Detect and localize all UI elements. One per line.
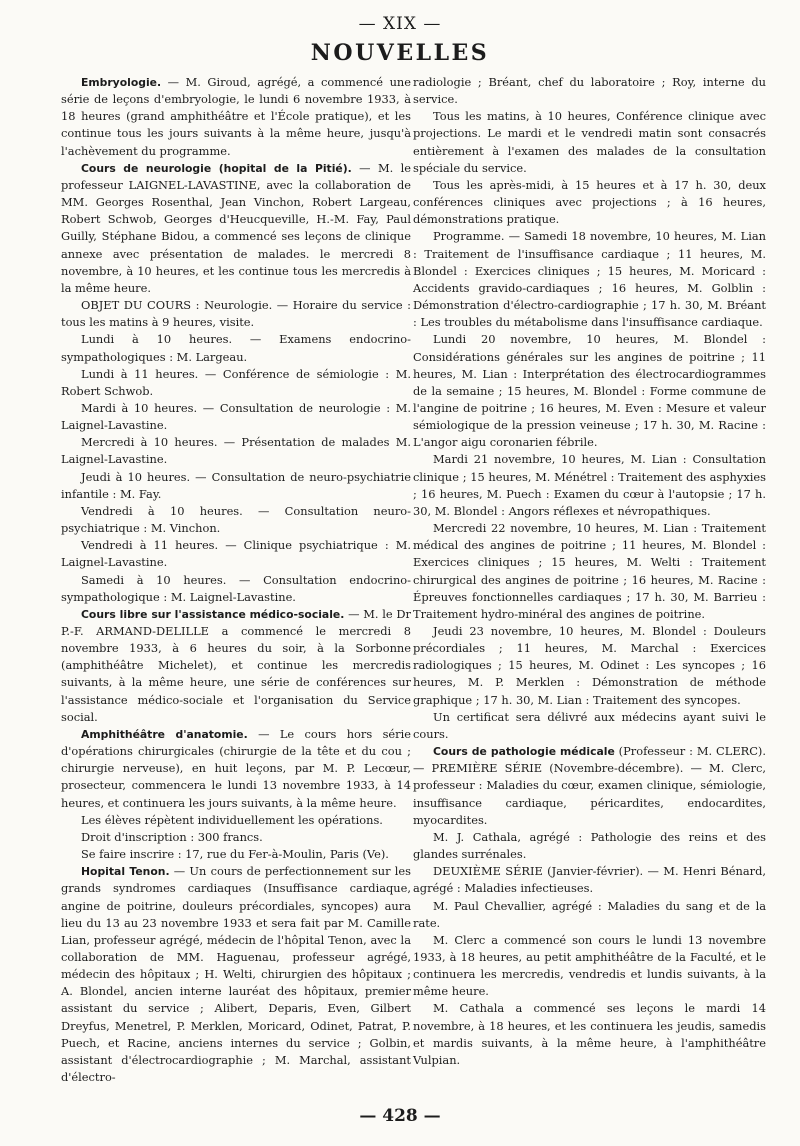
paragraph-text: — M. le professeur LAIGNEL-LAVASTINE, avec la collaboration de MM. Georges Rosenthal, Jean Vinchon, Robert Largeau, Robert Schwob, Georges d'Heucqueville, H.-M. Fay, Paul Guilly, Stéphane Bidou, a commencé ses leçons de clinique annexe avec présentation de malades. le mercredi 8 novembre, à 10 heures, et les continue tous les mercredis à la même heure.: [61, 160, 411, 295]
paragraph-text: — M. le Dr P.-F. ARMAND-DELILLE a commencé le mercredi 8 novembre 1933, à 6 heures du soir, à la Sorbonne (amphithéâtre Michelet), et continue les mercredis suivants, à la même heure, une série de conférences sur l'assistance médico-sociale et l'organisation du Service social.: [61, 606, 411, 724]
paragraph-text: Un certificat sera délivré aux médecins ayant suivi le cours.: [413, 709, 766, 741]
paragraph: [61, 469, 411, 503]
paragraph-text: Mercredi 22 novembre, 10 heures, M. Lian : Traitement médical des angines de poitrine ; 11 heures, M. Blondel : Exercices cliniques ; 15 heures, M. Welti : Traitement chirurgical des angines de poitrine ; 16 heures, M. Racine : Épreuves fonctionnelles cardiaques ; 17 h. 30, M. Barrieu : Traitement hydro-minéral des angines de poitrine.: [413, 521, 766, 621]
paragraph-text: Mardi à 10 heures. — Consultation de neurologie : M. Laignel-Lavastine.: [61, 400, 411, 433]
paragraph: [61, 434, 411, 468]
paragraph-heading: Cours de neurologie (hopital de la Pitié).: [81, 161, 352, 175]
paragraph: [413, 331, 766, 451]
paragraph-text: — M. Giroud, agrégé, a commencé une série de leçons d'embryologie, le lundi 6 novembre 1933, à 18 heures (grand amphithéâtre et l'École pratique), et les continue tous les jours suivants à la même heure, jusqu'à l'achèvement du programme.: [61, 75, 411, 158]
paragraph: [413, 829, 766, 863]
paragraph: [61, 863, 411, 1086]
paragraph: [413, 898, 766, 932]
paragraph: [61, 400, 411, 434]
paragraph: [61, 726, 411, 812]
paragraph-text: Se faire inscrire : 17, rue du Fer-à-Moulin, Paris (Ve).: [81, 847, 389, 862]
paragraph: [61, 812, 411, 829]
paragraph-text: Mercredi à 10 heures. — Présentation de malades M. Laignel-Lavastine.: [61, 435, 411, 467]
paragraph: [413, 1000, 766, 1069]
paragraph-text: Droit d'inscription : 300 francs.: [81, 829, 263, 844]
paragraph: [413, 451, 766, 520]
paragraph: [61, 160, 411, 297]
paragraph-text: Tous les après-midi, à 15 heures et à 17 h. 30, deux conférences cliniques avec projections ; à 16 heures, démonstrations pratique.: [413, 177, 766, 227]
roman-folio: — XIX —: [358, 14, 442, 34]
paragraph: [413, 177, 766, 228]
paragraph: [61, 606, 411, 726]
paragraph: [413, 74, 766, 108]
paragraph-text: Vendredi à 11 heures. — Clinique psychiatrique : M. Laignel-Lavastine.: [61, 538, 411, 570]
paragraph-text: Programme. — Samedi 18 novembre, 10 heures, M. Lian : Traitement de l'insuffisance cardiaque ; 11 heures, M. Blondel : Exercices cliniques ; 15 heures, M. Moricard : Accidents gravido-cardiaques ; 16 heures, M. Golblin : Démonstration d'électro-cardiographie ; 17 h. 30, M. Bréant : Les troubles du métabolisme dans l'insuffisance cardiaque.: [413, 229, 766, 330]
paragraph-text: Lundi à 11 heures. — Conférence de sémiologie : M. Robert Schwob.: [61, 366, 411, 398]
paragraph-text: — Le cours hors série d'opérations chirurgicales (chirurgie de la tête et du cou ; chirurgie nerveuse), en huit leçons, par M. P. Lecœur, prosecteur, commencera le lundi 13 novembre 1933, à 14 heures, et continuera les jours suivants, à la même heure.: [61, 726, 411, 810]
paragraph-text: Tous les matins, à 10 heures, Conférence clinique avec projections. Le mardi et le vendredi matin sont consacrés entièrement à l'examen des malades de la consultation spéciale du service.: [413, 109, 766, 175]
paragraph: [413, 743, 766, 829]
paragraph-heading: Embryologie.: [81, 76, 162, 89]
paragraph: [413, 228, 766, 331]
paragraph: [61, 331, 411, 365]
paragraph: [413, 709, 766, 743]
paragraph-text: M. Clerc a commencé son cours le lundi 13 novembre 1933, à 18 heures, au petit amphithéâtre de la Faculté, et le continuera les mercredis, vendredis et lundis suivants, à la même heure.: [413, 932, 766, 999]
paragraph-text: M. Paul Chevallier, agrégé : Maladies du sang et de la rate.: [413, 898, 766, 930]
paragraph-text: radiologie ; Bréant, chef du laboratoire ; Roy, interne du service.: [413, 75, 766, 107]
paragraph-text: Lundi 20 novembre, 10 heures, M. Blondel : Considérations générales sur les angines de poitrine ; 11 heures, M. Lian : Interprétation des électrocardiogrammes de la semaine ; 15 heures, M. Blondel : Forme commune de l'angine de poitrine ; 16 heures, M. Even : Mesure et valeur sémiologique de la pression veineuse ; 17 h. 30, M. Racine : L'angor aigu coronarien fébrile.: [413, 332, 766, 450]
left-column: [61, 74, 411, 1086]
paragraph: [413, 108, 766, 177]
right-column: [413, 74, 766, 1069]
paragraph-text: DEUXIÈME SÉRIE (Janvier-février). — M. Henri Bénard, agrégé : Maladies infectieuses.: [413, 864, 766, 896]
paragraph: [413, 863, 766, 897]
paragraph-text: OBJET DU COURS : Neurologie. — Horaire du service : tous les matins à 9 heures, visite.: [61, 298, 411, 330]
paragraph-text: M. Cathala a commencé ses leçons le mardi 14 novembre, à 18 heures, et les continuera les jeudis, samedis et mardis suivants, à la même heure, à l'amphithéâtre Vulpian.: [413, 1001, 766, 1067]
paragraph: [61, 366, 411, 400]
paragraph-text: Les élèves répètent individuellement les opérations.: [81, 812, 383, 827]
page-title: NOUVELLES: [310, 40, 490, 66]
paragraph-text: Samedi à 10 heures. — Consultation endocrino-sympathologique : M. Laignel-Lavastine.: [61, 572, 411, 604]
paragraph-text: Mardi 21 novembre, 10 heures, M. Lian : Consultation clinique ; 15 heures, M. Ménétrel : Traitement des asphyxies ; 16 heures, M. Puech : Examen du cœur à l'autopsie ; 17 h. 30, M. Blondel : Angors réflexes et névropathiques.: [413, 452, 766, 518]
paragraph: [61, 846, 411, 863]
paragraph: [61, 503, 411, 537]
paragraph: [61, 537, 411, 571]
paragraph: [61, 829, 411, 846]
paragraph-text: Vendredi à 10 heures. — Consultation neuro-psychiatrique : M. Vinchon.: [61, 503, 411, 536]
page-number: — 428 —: [359, 1106, 441, 1126]
paragraph-text: M. J. Cathala, agrégé : Pathologie des reins et des glandes surrénales.: [413, 829, 766, 862]
paragraph-heading: Amphithéâtre d'anatomie.: [81, 727, 248, 741]
paragraph-heading: Cours libre sur l'assistance médico-sociale.: [81, 607, 345, 621]
paragraph-text: Jeudi à 10 heures. — Consultation de neuro-psychiatrie infantile : M. Fay.: [61, 469, 411, 501]
paragraph: [413, 932, 766, 1001]
paragraph-heading: Hopital Tenon.: [81, 865, 170, 879]
paragraph: [413, 623, 766, 709]
paragraph: [61, 572, 411, 606]
paragraph: [61, 297, 411, 331]
paragraph-text: — Un cours de perfectionnement sur les grands syndromes cardiaques (Insuffisance cardiaque, angine de poitrine, douleurs précordiales, syncopes) aura lieu du 13 au 23 novembre 1933 et sera fait par M. Camille Lian, professeur agrégé, médecin de l'hôpital Tenon, avec la collaboration de MM. Haguenau, professeur agrégé, médecin des hôpitaux ; H. Welti, chirurgien des hôpitaux ; A. Blondel, ancien interne lauréat des hôpitaux, premier assistant du service ; Alibert, Deparis, Even, Gilbert Dreyfus, Menetrel, P. Merklen, Moricard, Odinet, Patrat, P. Puech, et Racine, anciens internes du service ; Golbin, assistant d'électrocardiographie ; M. Marchal, assistant d'électro-: [61, 864, 411, 1085]
paragraph-heading: Cours de pathologie médicale: [433, 745, 615, 759]
paragraph-text: Lundi à 10 heures. — Examens endocrino-sympathologiques : M. Largeau.: [61, 332, 411, 364]
paragraph: [61, 74, 411, 160]
paragraph-text: Jeudi 23 novembre, 10 heures, M. Blondel : Douleurs précordiales ; 11 heures, M. Marchal : Exercices radiologiques ; 15 heures, M. Odinet : Les syncopes ; 16 heures, M. P. Merklen : Démonstration de méthode graphique ; 17 h. 30, M. Lian : Traitement des syncopes.: [413, 624, 766, 707]
paragraph-text: (Professeur : M. CLERC). — PREMIÈRE SÉRIE (Novembre-décembre). — M. Clerc, professeur : Maladies du cœur, examen clinique, sémiologie, insuffisance cardiaque, péricardites, endocardites, myocardites.: [413, 744, 766, 827]
paragraph: [413, 520, 766, 623]
